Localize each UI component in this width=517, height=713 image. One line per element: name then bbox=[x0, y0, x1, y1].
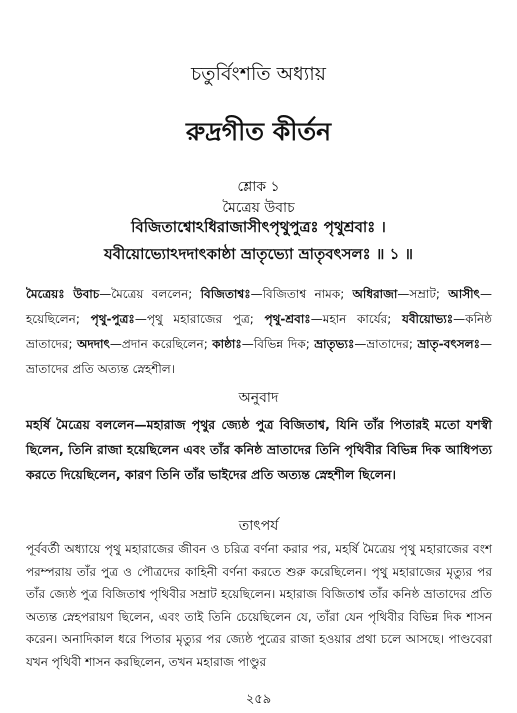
chapter-title: রুদ্রগীত কীর্তন bbox=[185, 117, 332, 146]
synonym-meaning: পৃথু মহারাজের পুত্র; bbox=[146, 312, 265, 326]
synonym-meaning: বিজিতাশ্ব নামক; bbox=[262, 287, 353, 301]
synonym-meaning: মৈত্রেয় বললেন; bbox=[111, 287, 201, 301]
synonym-word: যবীয়োভ্যঃ bbox=[401, 312, 454, 326]
sanskrit-line-1: বিজিতাশ্বোঽধিরাজাসীৎপৃথুপুত্রঃ পৃথুশ্রবাঃ । bbox=[131, 218, 386, 236]
synonym-word: ভ্রাতৃ-বৎসলঃ bbox=[417, 337, 480, 351]
synonym-word: অধিরাজা bbox=[352, 287, 398, 301]
synonym-meaning: ভ্রাতাদের প্রতি অত্যন্ত স্নেহশীল। bbox=[26, 362, 176, 376]
synonym-word: অদদাৎ bbox=[77, 337, 110, 351]
purport-heading: তাৎপর্য bbox=[238, 518, 279, 534]
synonym-word: কাষ্ঠাঃ bbox=[212, 337, 242, 351]
verse-label: শ্লোক ১ bbox=[237, 179, 280, 195]
synonym-meaning: সম্রাট; bbox=[409, 287, 449, 301]
synonym-meaning: ভ্রাতাদের; bbox=[366, 337, 418, 351]
synonym-meaning: বিভিন্ন দিক; bbox=[253, 337, 315, 351]
synonym-word: আসীৎ bbox=[448, 287, 480, 301]
synonym-word: ভ্রাতৃভ্যঃ bbox=[314, 337, 355, 351]
translation-paragraph: মহর্ষি মৈত্রেয় বললেন—মহারাজ পৃথুর জ্যেষ্ঠ পুত্র বিজিতাশ্ব, যিনি তাঁর পিতারই মতো যশস্বী ছিলেন, তিনি রাজা হয়েছিলেন এবং তাঁর কনিষ্ঠ ভ্রাতাদের তিনি পৃথিবীর বিভিন্ন দিক আধিপত্য করতে দিয়েছিলেন, কারণ তিনি তাঁর ভাইদের প্রতি অত্যন্ত স্নেহশীল ছিলেন। bbox=[26, 417, 492, 482]
synonym-meaning: প্রদান করেছিলেন; bbox=[121, 337, 213, 351]
synonym-word: পৃথু-শ্রবাঃ bbox=[264, 312, 311, 326]
sanskrit-line-2: যবীয়োভ্যোঽদদাৎকাষ্ঠা ভ্রাতৃভ্যো ভ্রাতৃবৎসলঃ ॥ ১ ॥ bbox=[103, 245, 414, 263]
chapter-number: চতুর্বিংশতি অধ্যায় bbox=[191, 63, 326, 85]
translation-heading: অনুবাদ bbox=[238, 390, 279, 406]
verse-speaker: মৈত্রেয় উবাচ bbox=[222, 200, 295, 216]
synonym-word: মৈত্রেয়ঃ উবাচ bbox=[26, 287, 100, 301]
synonyms-paragraph: মৈত্রেয়ঃ উবাচ—মৈত্রেয় বললেন; বিজিতাশ্বঃ—বিজিতাশ্ব নামক; অধিরাজা—সম্রাট; আসীৎ—হয়েছিলেন; পৃথু-পুত্রঃ—পৃথু মহারাজের পুত্র; পৃথু-শ্রবাঃ—মহান কার্যের; যবীয়োভ্যঃ—কনিষ্ঠ ভ্রাতাদের; অদদাৎ—প্রদান করেছিলেন; কাষ্ঠাঃ—বিভিন্ন দিক; ভ্রাতৃভ্যঃ—ভ্রাতাদের; ভ্রাতৃ-বৎসলঃ—ভ্রাতাদের প্রতি অত্যন্ত স্নেহশীল। bbox=[26, 287, 492, 376]
synonym-word: পৃথু-পুত্রঃ bbox=[90, 312, 135, 326]
page-number: ২৫৯ bbox=[245, 692, 272, 707]
synonym-meaning: হয়েছিলেন; bbox=[26, 312, 91, 326]
synonym-meaning: কনিষ্ঠ ভ্রাতাদের; bbox=[26, 312, 492, 351]
purport-paragraph: পূর্ববর্তী অধ্যায়ে পৃথু মহারাজের জীবন ও চরিত্র বর্ণনা করার পর, মহর্ষি মৈত্রেয় পৃথু মহারাজের বংশ পরম্পরায় তাঁর পুত্র ও পৌত্রদের কাহিনী বর্ণনা করতে শুরু করেছিলেন। পৃথু মহারাজের মৃত্যুর পর তাঁর জ্যেষ্ঠ পুত্র বিজিতাশ্ব পৃথিবীর সম্রাট হয়েছিলেন। মহারাজ বিজিতাশ্ব তাঁর কনিষ্ঠ ভ্রাতাদের প্রতি অত্যন্ত স্নেহপরায়ণ ছিলেন, এবং তাই তিনি চেয়েছিলেন যে, তাঁরা যেন পৃথিবীর বিভিন্ন দিক শাসন করেন। অনাদিকাল ধরে পিতার মৃত্যুর পর জ্যেষ্ঠ পুত্রের রাজা হওয়ার প্রথা চলে আসছে। পাণ্ডবেরা যখন পৃথিবী শাসন করছিলেন, তখন মহারাজ পাণ্ডুর bbox=[26, 542, 492, 669]
synonym-meaning: মহান কার্যের; bbox=[322, 312, 402, 326]
synonym-word: বিজিতাশ্বঃ bbox=[200, 287, 251, 301]
